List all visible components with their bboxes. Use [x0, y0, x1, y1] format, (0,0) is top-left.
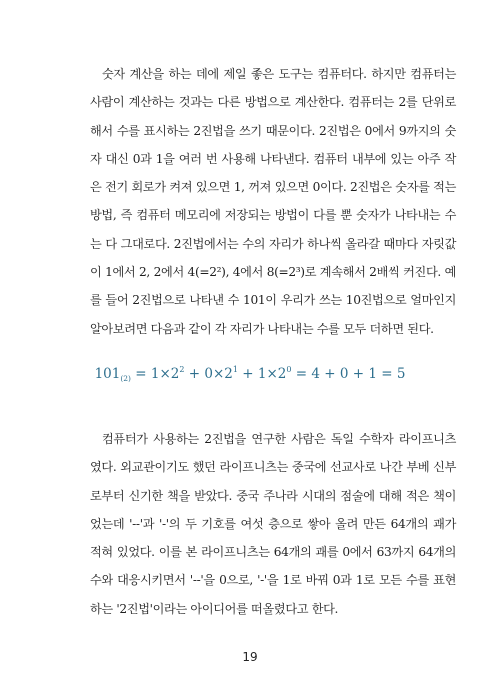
- text-line: 는 다 그대로다. 2진법에서는 수의 자리가 하나씩 올라갈 때마다 자릿값: [90, 236, 456, 251]
- text-line: 수와 대응시키면서 '--'을 0으로, '-'을 1로 바꿔 0과 1로 모든 수를 표현: [90, 573, 456, 588]
- formula-result: 5: [396, 366, 406, 382]
- formula-base-number: 101: [94, 366, 121, 382]
- text-line: 하는 '2진법'이라는 아이디어를 떠올렸다고 한다.: [90, 601, 339, 616]
- binary-conversion-formula: $101_{(2)} = 1\times 2^2 + 0\times 2^1 + 1\times 2^0 = 4 + 0 + 1 = 5$: [94, 365, 406, 383]
- formula-term2-exp: 1: [232, 365, 238, 374]
- text-line: 었는데 '--'과 '-'의 두 기호를 여섯 층으로 쌓아 올려 만든 64개의 괘가: [90, 516, 456, 531]
- formula-base-subscript: (2): [120, 374, 131, 383]
- text-line: 이 1에서 2, 2에서 4(=2²), 4에서 8(=2³)로 계속해서 2배씩 커진다. 예: [90, 265, 456, 280]
- text-line: 였다. 외교관이기도 했던 라이프니츠는 중국에 선교사로 나간 부베 신부: [90, 460, 456, 475]
- text-line: 은 전기 회로가 켜져 있으면 1, 꺼져 있으면 0이다. 2진법은 숫자를 적는: [90, 180, 456, 195]
- formula-term1-coef: 1: [150, 366, 160, 382]
- formula-base: 2: [170, 366, 180, 382]
- text-line: 사람이 계산하는 것과는 다른 방법으로 계산한다. 컴퓨터는 2를 단위로: [90, 95, 456, 110]
- formula-base: 2: [224, 366, 233, 382]
- text-line: 해서 수를 표시하는 2진법을 쓰기 때문이다. 2진법은 0에서 9까지의 숫: [90, 123, 456, 138]
- text-line: 로부터 신기한 책을 받았다. 중국 주나라 시대의 점술에 대해 적은 책이: [90, 488, 456, 503]
- text-line: 알아보려면 다음과 같이 각 자리가 나타내는 수를 모두 더하면 된다.: [90, 321, 434, 336]
- text-line: 숫자 계산을 하는 데에 제일 좋은 도구는 컴퓨터다. 하지만 컴퓨터는: [102, 67, 456, 81]
- text-line: 적혀 있었다. 이를 본 라이프니츠는 64개의 괘를 0에서 63까지 64개의: [90, 545, 456, 560]
- formula-term2-coef: 0: [204, 366, 213, 382]
- paragraph-leibniz: [90, 425, 456, 623]
- page-number: 19: [242, 650, 258, 664]
- text-line: 자 대신 0과 1을 여러 번 사용해 나타낸다. 컴퓨터 내부에 있는 아주 작: [90, 151, 456, 166]
- text-line: 방법, 즉 컴퓨터 메모리에 저장되는 방법이 다를 뿐 숫자가 나타내는 수: [90, 208, 456, 223]
- formula-term3-exp: 0: [286, 365, 292, 374]
- paragraph-binary-intro: [90, 60, 456, 343]
- formula-term1-exp: 2: [179, 365, 185, 374]
- text-line: 를 들어 2진법으로 나타낸 수 101이 우리가 쓰는 10진법으로 얼마인지: [90, 293, 456, 308]
- formula-sum-parts: 4 + 0 + 1: [311, 366, 377, 382]
- formula-base: 2: [277, 366, 287, 382]
- text-line: 컴퓨터가 사용하는 2진법을 연구한 사람은 독일 수학자 라이프니츠: [102, 432, 456, 446]
- formula-term3-coef: 1: [257, 366, 267, 382]
